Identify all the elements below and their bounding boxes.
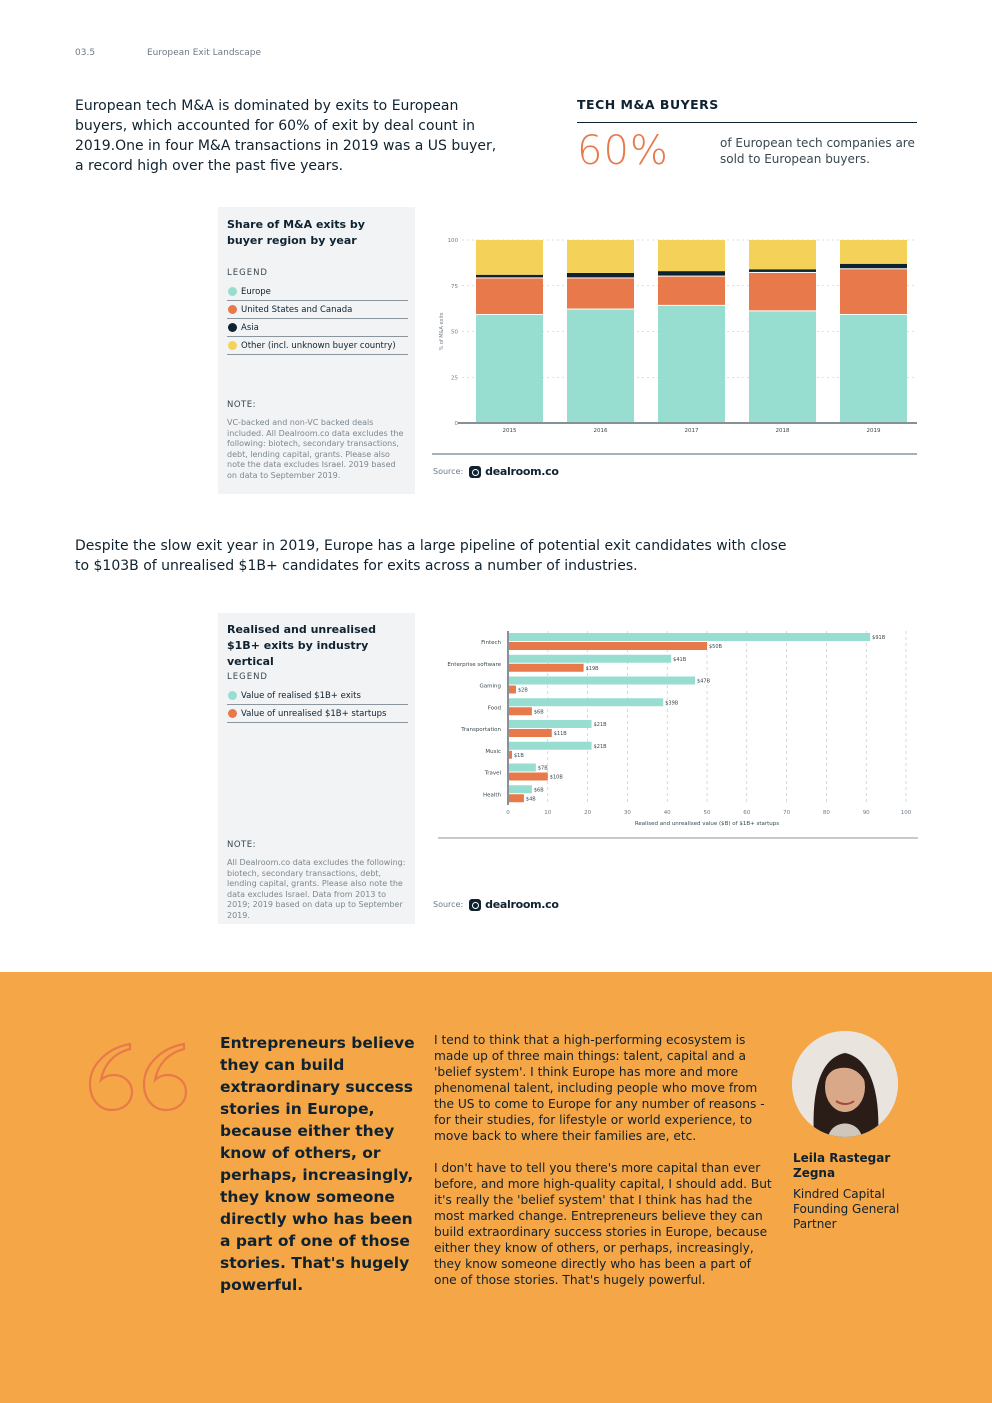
bar	[509, 785, 532, 793]
data-label: $47B	[697, 678, 711, 685]
bar	[509, 686, 516, 694]
x-tick-label: 50	[703, 810, 711, 816]
quote-paragraph: I don't have to tell you there's more capital than ever before, and more high-quality capital, I should add. But it's really the 'belief system' that I think has had the most marked change. Entrepreneurs believe they can build extraordinary success stories in Europe, because either they know of others, or perhaps, increasingly, they know someone directly who has been a part of one of those stories. That's hugely powerful.	[434, 1161, 772, 1287]
legend-label: Value of unrealised $1B+ startups	[241, 708, 387, 719]
source-label: Source:	[433, 467, 464, 476]
data-label: $10B	[549, 774, 563, 781]
realised-dot-icon	[228, 691, 237, 700]
x-tick-label: 40	[663, 810, 671, 816]
quote-mark-icon	[86, 1040, 190, 1114]
x-tick-label: 2015	[502, 428, 517, 434]
x-axis-label: Realised and unrealised value ($B) of $1B+ startups	[634, 821, 780, 827]
europe-dot-icon	[228, 287, 237, 296]
legend-label: Value of realised $1B+ exits	[241, 690, 361, 701]
bar-segment	[476, 278, 543, 314]
bar	[509, 794, 524, 802]
intro-line: European tech M&A is dominated by exits to European	[75, 98, 459, 114]
bar-segment	[567, 278, 634, 308]
pipeline-line: to $103B of unrealised $1B+ candidates for exits across a number of industries.	[75, 558, 638, 574]
bar	[509, 633, 870, 641]
category-label: Enterprise software	[447, 661, 501, 668]
note-heading: NOTE:	[227, 840, 256, 850]
x-tick-label: 70	[783, 810, 791, 816]
bar	[509, 642, 707, 650]
bar	[509, 742, 592, 750]
x-tick-label: 2017	[684, 428, 699, 434]
x-tick-label: 2019	[866, 428, 881, 434]
pipeline-text	[75, 536, 786, 576]
intro-line: buyers, which accounted for 60% of exit by deal count in	[75, 118, 476, 134]
bar	[509, 729, 552, 737]
legend-label: Europe	[241, 286, 271, 297]
data-label: $7B	[537, 765, 548, 772]
y-tick-label: 0	[454, 421, 458, 427]
intro-line: a record high over the past five years.	[75, 158, 344, 174]
x-tick-label: 20	[584, 810, 592, 816]
category-label: Food	[487, 705, 501, 712]
chart1-note: VC-backed and non-VC backed deals included. All Dealroom.co data excludes the following: biotech, secondary transactions, debt, lending capital, grants. Please also note the data excludes Israel. 2019 based on data to September 2019.	[227, 418, 404, 480]
bar-segment	[749, 273, 816, 310]
chart2-source	[433, 898, 559, 911]
note-heading: NOTE:	[227, 400, 256, 410]
bar	[509, 655, 671, 663]
category-label: Travel	[484, 770, 501, 777]
pipeline-line: Despite the slow exit year in 2019, Europe has a large pipeline of potential exit candidates with close	[75, 538, 787, 554]
data-label: $21B	[593, 722, 607, 728]
kpi-divider	[577, 122, 917, 123]
bar-segment	[567, 310, 634, 422]
legend-heading: LEGEND	[227, 672, 268, 682]
category-label: Transportation	[461, 727, 501, 733]
quote-body	[434, 1032, 776, 1304]
bar-segment	[840, 269, 907, 314]
quote-paragraph: I tend to think that a high-performing ecosystem is made up of three main things: talent, capital and a 'belief system'. I think Europe has more and more phenomenal talent, including people who move from the US to come to Europe for any number of reasons - for their studies, for lifestyle or world experience, to move back to where their families are, etc.	[434, 1033, 765, 1143]
x-tick-label: 2016	[593, 428, 608, 434]
y-tick-label: 100	[447, 238, 458, 244]
bar-segment	[476, 275, 543, 278]
y-tick-label: 75	[451, 283, 458, 290]
x-tick-label: 10	[544, 810, 552, 816]
data-label: $4B	[525, 796, 536, 803]
y-tick-label: 50	[451, 329, 458, 336]
dealroom-logo-icon	[469, 466, 481, 478]
x-tick-label: 60	[743, 810, 751, 816]
source-label: Source:	[433, 900, 464, 909]
bar-segment	[567, 273, 634, 277]
x-tick-label: 30	[623, 810, 631, 816]
kpi-title: TECH M&A BUYERS	[577, 97, 719, 112]
bar-segment	[476, 315, 543, 422]
data-label: $19B	[585, 665, 599, 672]
horizontal-bar-chart	[438, 625, 920, 840]
data-label: $1B	[513, 752, 524, 759]
unrealised-dot-icon	[228, 709, 237, 718]
chart1-sidebar	[218, 207, 415, 494]
bar	[509, 773, 548, 781]
bar	[509, 707, 532, 715]
data-label: $91B	[872, 635, 886, 641]
bar-segment	[749, 240, 816, 269]
chart2-sidebar	[218, 613, 415, 924]
category-label: Fintech	[481, 640, 501, 646]
bar	[509, 751, 512, 759]
us-dot-icon	[228, 305, 237, 314]
data-label: $41B	[673, 656, 687, 663]
other-dot-icon	[228, 341, 237, 350]
kpi-text: of European tech companies are sold to European buyers.	[720, 136, 915, 166]
category-label: Gaming	[479, 683, 501, 690]
data-label: $21B	[593, 743, 607, 750]
legend-heading: LEGEND	[227, 268, 268, 278]
bar-segment	[840, 315, 907, 422]
bar-segment	[658, 271, 725, 275]
x-tick-label: 0	[506, 810, 510, 816]
person-role: Kindred Capital Founding General Partner	[793, 1187, 900, 1231]
bar-segment	[840, 240, 907, 264]
x-tick-label: 2018	[775, 428, 790, 434]
bar-segment	[749, 311, 816, 422]
bar	[509, 677, 695, 685]
asia-dot-icon	[228, 323, 237, 332]
bar-segment	[476, 240, 543, 275]
bar-segment	[840, 264, 907, 268]
person-name: Leila Rastegar Zegna	[793, 1151, 891, 1180]
y-tick-label: 25	[451, 375, 458, 382]
avatar	[792, 1031, 898, 1137]
intro-text	[75, 96, 496, 176]
legend-label: Other (incl. unknown buyer country)	[241, 340, 396, 351]
bar-segment	[567, 240, 634, 273]
category-label: Music	[485, 748, 501, 755]
x-tick-label: 100	[900, 810, 912, 816]
bar-segment	[749, 269, 816, 272]
data-label: $39B	[665, 700, 679, 707]
portrait-icon	[792, 1031, 898, 1137]
intro-line: 2019.One in four M&A transactions in 2019 was a US buyer,	[75, 138, 497, 154]
x-tick-label: 80	[822, 810, 830, 816]
category-label: Health	[482, 792, 501, 799]
legend-item-asia	[227, 319, 408, 337]
data-label: $11B	[553, 731, 567, 737]
legend-item-us	[227, 301, 408, 319]
chart1-title: Share of M&A exits by buyer region by year	[227, 218, 365, 247]
legend-item-unrealised	[227, 705, 408, 723]
data-label: $50B	[709, 644, 722, 650]
bar	[509, 664, 584, 672]
stacked-bar-chart	[432, 230, 920, 460]
legend-item-realised	[227, 687, 408, 705]
chart2-title: Realised and unrealised $1B+ exits by industry vertical	[227, 623, 376, 668]
legend-item-other	[227, 337, 408, 355]
quote-headline: Entrepreneurs believe they can build extraordinary success stories in Europe, because either they know of others, or perhaps, increasingly, they know someone directly who has been a part of one of those stories. That's hugely powerful.	[220, 1034, 415, 1294]
legend-label: United States and Canada	[241, 304, 353, 315]
chart2-legend	[227, 687, 408, 723]
bar-segment	[658, 306, 725, 422]
kpi-value: 60%	[577, 128, 669, 174]
x-tick-label: 90	[862, 810, 870, 816]
data-label: $6B	[533, 709, 544, 716]
legend-item-europe	[227, 283, 408, 301]
y-axis-label: % of M&A exits	[439, 312, 445, 351]
chart1-legend	[227, 283, 408, 355]
bar-segment	[658, 240, 725, 271]
source-brand: dealroom.co	[485, 898, 559, 911]
legend-label: Asia	[241, 322, 259, 333]
source-brand: dealroom.co	[485, 465, 559, 478]
bar	[509, 698, 663, 706]
bar	[509, 720, 592, 728]
dealroom-logo-icon	[469, 899, 481, 911]
bar-segment	[658, 277, 725, 305]
bar	[509, 764, 536, 772]
section-number: 03.5	[75, 48, 96, 58]
data-label: $6B	[533, 787, 544, 794]
chart2-note: All Dealroom.co data excludes the following: biotech, secondary transactions, debt, lending capital, grants. Please also note the data excludes Israel. Data from 2013 to 2019; 2019 based on data up to September 2019.	[227, 858, 406, 920]
section-title: European Exit Landscape	[147, 48, 261, 58]
data-label: $2B	[517, 687, 528, 694]
chart1-source	[433, 465, 559, 478]
